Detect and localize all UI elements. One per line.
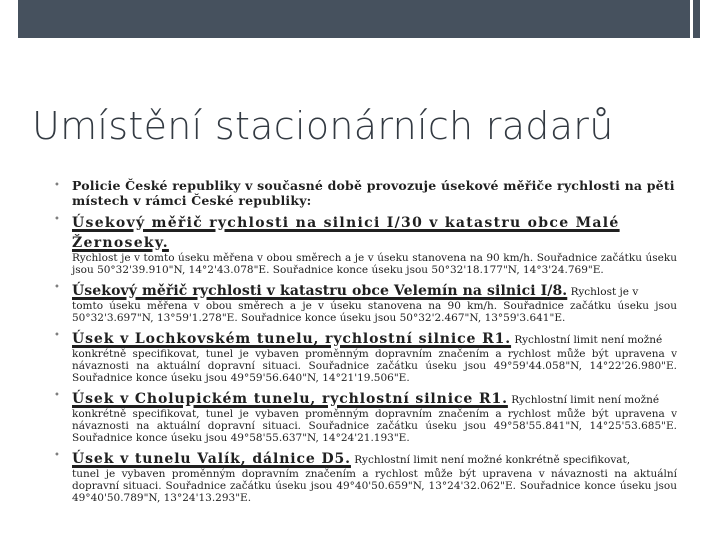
bullet-list — [52, 178, 677, 508]
bullet-icon: • — [54, 390, 60, 401]
list-item — [52, 448, 677, 504]
item-lead: Úsekový měřič rychlosti v katastru obce Velemín na silnici I/8. — [72, 283, 568, 299]
bullet-icon: • — [54, 450, 60, 461]
header-bar — [18, 0, 700, 38]
slide-title: Umístění stacionárních radarů — [32, 104, 614, 148]
item-lead: Policie České republiky v současné době provozuje úsekové měřiče rychlosti na pěti místech v rámci České republiky: — [72, 178, 675, 208]
item-lead-tail: Rychlostní limit není možné — [507, 394, 660, 406]
item-lead-tail: Rychlostní limit není možné konkrétně specifikovat, — [350, 454, 631, 466]
item-body: tunel je vybaven proměnným dopravním značením a rychlost může být upravena v návaznosti na aktuální dopravní situaci. Souřadnice začátku úseku jsou 49°40'50.659"N, 13°24'32.062"E. Souřadnice konce úseku jsou 49°40'50.789"N, 13°24'13.293"E. — [72, 468, 677, 504]
bullet-icon: • — [54, 330, 60, 341]
list-item — [52, 388, 677, 444]
item-body: konkrétně specifikovat, tunel je vybaven proměnným dopravním značením a rychlost může být upravena v návaznosti na aktuální dopravní situaci. Souřadnice začátku úseku jsou 49°59'44.058"N, 14°22'26.980"E. Souřadnice konce úseku jsou 49°59'56.640"N, 14°21'19.506"E. — [72, 348, 677, 384]
list-item — [52, 178, 677, 208]
list-item — [52, 212, 677, 276]
item-lead: Úsekový měřič rychlosti na silnici I/30 v katastru obce Malé Žernoseky. — [72, 215, 620, 251]
header-divider — [690, 0, 693, 38]
list-item — [52, 328, 677, 384]
item-lead: Úsek v tunelu Valík, dálnice D5. — [72, 451, 351, 467]
bullet-icon: • — [54, 214, 60, 225]
item-lead-tail: Rychlostní limit není možné — [511, 334, 663, 346]
bullet-icon: • — [54, 282, 60, 293]
item-body: konkrétně specifikovat, tunel je vybaven proměnným dopravním značením a rychlost může být upravena v návaznosti na aktuální dopravní situaci. Souřadnice začátku úseku jsou 49°58'55.841"N, 14°25'53.685"E. Souřadnice konce úseku jsou 49°58'55.637"N, 14°24'21.193"E. — [72, 408, 677, 444]
item-body: Rychlost je v tomto úseku měřena v obou směrech a je v úseku stanovena na 90 km/h. Souřadnice začátku úseku jsou 50°32'39.910"N, 14°2'43.078"E. Souřadnice konce úseku jsou 50°32'18.177"N, 14°3'24.769"E. — [72, 252, 677, 276]
list-item — [52, 280, 677, 324]
item-lead-tail: Rychlost je v — [567, 286, 639, 298]
bullet-icon: • — [54, 180, 60, 191]
item-lead: Úsek v Cholupickém tunelu, rychlostní silnice R1. — [72, 391, 508, 407]
item-lead: Úsek v Lochkovském tunelu, rychlostní silnice R1. — [72, 331, 512, 347]
top-band — [0, 0, 720, 38]
item-body: tomto úseku měřena v obou směrech a je v úseku stanovena na 90 km/h. Souřadnice začátku úseku jsou 50°32'3.697"N, 13°59'1.278"E. Souřadnice konce úseku jsou 50°32'2.467"N, 13°59'3.641"E. — [72, 300, 677, 324]
